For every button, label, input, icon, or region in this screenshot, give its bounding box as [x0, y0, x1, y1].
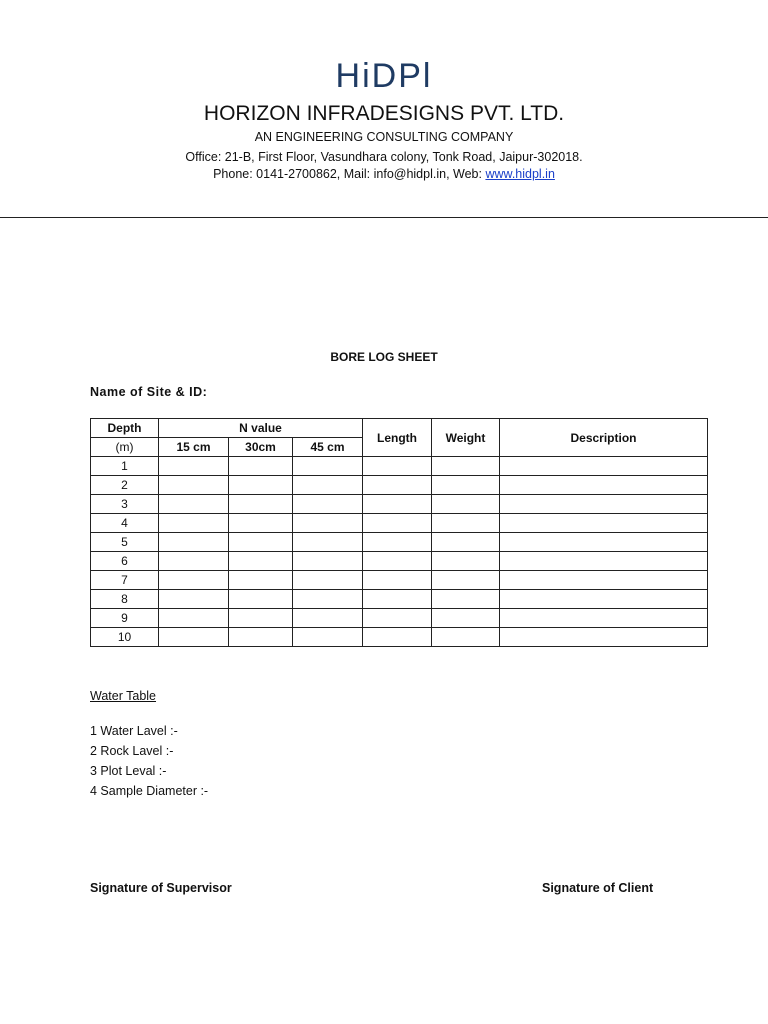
n45-cell[interactable]: [293, 495, 363, 514]
weight-cell[interactable]: [432, 457, 500, 476]
table-row: [91, 476, 708, 495]
length-cell[interactable]: [363, 609, 432, 628]
table-row: [91, 533, 708, 552]
description-cell[interactable]: [500, 457, 708, 476]
depth-cell: 10: [91, 628, 159, 647]
header-description: Description: [500, 419, 708, 457]
length-cell[interactable]: [363, 628, 432, 647]
n15-cell[interactable]: [159, 514, 229, 533]
water-table-label: Water Table: [90, 689, 157, 703]
n15-cell[interactable]: [159, 495, 229, 514]
description-cell[interactable]: [500, 571, 708, 590]
header-depth: Depth: [91, 419, 159, 438]
n15-cell[interactable]: [159, 457, 229, 476]
n15-cell[interactable]: [159, 571, 229, 590]
n15-cell[interactable]: [159, 476, 229, 495]
weight-cell[interactable]: [432, 495, 500, 514]
length-cell[interactable]: [363, 495, 432, 514]
table-row: [91, 495, 708, 514]
n30-cell[interactable]: [229, 514, 293, 533]
weight-cell[interactable]: [432, 609, 500, 628]
table-row: [91, 609, 708, 628]
depth-cell: 2: [91, 476, 159, 495]
rock-level-item: 2 Rock Lavel :-: [90, 744, 174, 758]
weight-cell[interactable]: [432, 628, 500, 647]
length-cell[interactable]: [363, 571, 432, 590]
length-cell[interactable]: [363, 590, 432, 609]
n45-cell[interactable]: [293, 609, 363, 628]
n30-cell[interactable]: [229, 476, 293, 495]
company-logo: HiDPl: [335, 57, 433, 95]
document-title: BORE LOG SHEET: [330, 350, 438, 364]
n45-cell[interactable]: [293, 552, 363, 571]
description-cell[interactable]: [500, 628, 708, 647]
header-weight: Weight: [432, 419, 500, 457]
company-tagline: AN ENGINEERING CONSULTING COMPANY: [254, 130, 514, 144]
table-row: [91, 628, 708, 647]
weight-cell[interactable]: [432, 514, 500, 533]
client-signature-label: Signature of Client: [542, 881, 654, 895]
site-name-label: Name of Site & ID:: [90, 385, 208, 399]
depth-cell: 7: [91, 571, 159, 590]
table-row: [91, 514, 708, 533]
n45-cell[interactable]: [293, 457, 363, 476]
company-name: HORIZON INFRADESIGNS PVT. LTD.: [203, 102, 565, 125]
description-cell[interactable]: [500, 476, 708, 495]
depth-cell: 3: [91, 495, 159, 514]
n45-cell[interactable]: [293, 628, 363, 647]
n15-cell[interactable]: [159, 533, 229, 552]
header-n-15cm: 15 cm: [159, 438, 229, 457]
n30-cell[interactable]: [229, 552, 293, 571]
table-row: [91, 590, 708, 609]
n30-cell[interactable]: [229, 590, 293, 609]
header-divider: [0, 217, 768, 218]
supervisor-signature-label: Signature of Supervisor: [90, 881, 232, 895]
n30-cell[interactable]: [229, 495, 293, 514]
length-cell[interactable]: [363, 552, 432, 571]
description-cell[interactable]: [500, 495, 708, 514]
depth-cell: 5: [91, 533, 159, 552]
website-link[interactable]: www.hidpl.in: [485, 167, 555, 181]
depth-cell: 1: [91, 457, 159, 476]
n45-cell[interactable]: [293, 476, 363, 495]
contact-details: Phone: 0141-2700862, Mail: info@hidpl.in, Web:: [213, 167, 486, 181]
header-length: Length: [363, 419, 432, 457]
bore-log-table: [90, 418, 708, 647]
table-row: [91, 457, 708, 476]
weight-cell[interactable]: [432, 552, 500, 571]
weight-cell[interactable]: [432, 590, 500, 609]
sample-diameter-item: 4 Sample Diameter :-: [90, 784, 209, 798]
description-cell[interactable]: [500, 590, 708, 609]
header-n-value: N value: [159, 419, 363, 438]
table-row: [91, 552, 708, 571]
water-table-list: [90, 721, 208, 801]
water-level-item: 1 Water Lavel :-: [90, 724, 178, 738]
n30-cell[interactable]: [229, 457, 293, 476]
company-address: Office: 21-B, First Floor, Vasundhara colony, Tonk Road, Jaipur-302018.: [185, 150, 583, 164]
n45-cell[interactable]: [293, 533, 363, 552]
header-n-30cm: 30cm: [229, 438, 293, 457]
n15-cell[interactable]: [159, 628, 229, 647]
n15-cell[interactable]: [159, 590, 229, 609]
description-cell[interactable]: [500, 552, 708, 571]
company-contact: [0, 165, 768, 183]
header-n-45cm: 45 cm: [293, 438, 363, 457]
description-cell[interactable]: [500, 609, 708, 628]
description-cell[interactable]: [500, 514, 708, 533]
header-depth-unit: (m): [91, 438, 159, 457]
n15-cell[interactable]: [159, 552, 229, 571]
plot-level-item: 3 Plot Leval :-: [90, 764, 167, 778]
weight-cell[interactable]: [432, 571, 500, 590]
depth-cell: 4: [91, 514, 159, 533]
n30-cell[interactable]: [229, 533, 293, 552]
table-row: [91, 571, 708, 590]
depth-cell: 9: [91, 609, 159, 628]
n45-cell[interactable]: [293, 571, 363, 590]
weight-cell[interactable]: [432, 533, 500, 552]
length-cell[interactable]: [363, 533, 432, 552]
n45-cell[interactable]: [293, 514, 363, 533]
n45-cell[interactable]: [293, 590, 363, 609]
depth-cell: 6: [91, 552, 159, 571]
description-cell[interactable]: [500, 533, 708, 552]
n30-cell[interactable]: [229, 571, 293, 590]
weight-cell[interactable]: [432, 476, 500, 495]
n30-cell[interactable]: [229, 628, 293, 647]
depth-cell: 8: [91, 590, 159, 609]
length-cell[interactable]: [363, 457, 432, 476]
length-cell[interactable]: [363, 514, 432, 533]
n30-cell[interactable]: [229, 609, 293, 628]
length-cell[interactable]: [363, 476, 432, 495]
n15-cell[interactable]: [159, 609, 229, 628]
